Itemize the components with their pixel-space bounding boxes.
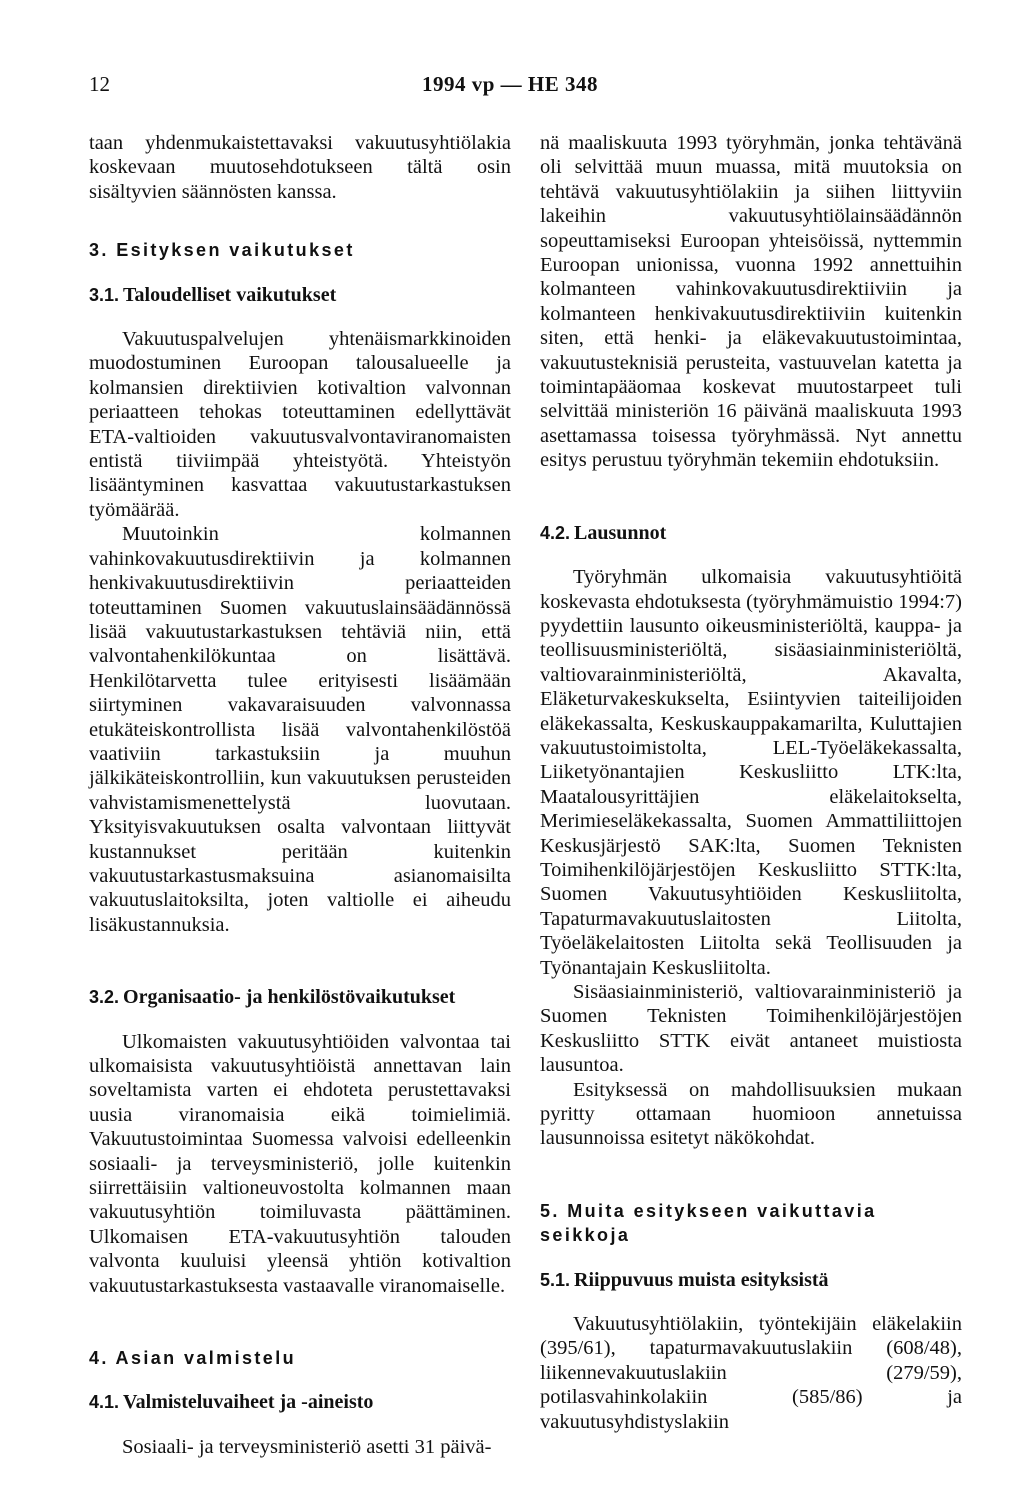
right-column	[540, 131, 962, 1434]
subsection-number: 4.1.	[89, 1392, 120, 1413]
running-head: 1994 vp — HE 348	[422, 72, 599, 96]
subsection-heading-5-1	[540, 1268, 962, 1292]
subsection-number: 3.2.	[89, 987, 120, 1008]
section-heading-4: 4. Asian valmistelu	[89, 1348, 297, 1369]
subsection-heading-3-1	[89, 283, 511, 307]
subsection-number: 3.1.	[89, 284, 120, 305]
paragraph-4-1-start: Sosiaali- ja terveysministeriö asetti 31 päivä-	[122, 1435, 492, 1458]
page-header	[0, 72, 1024, 102]
page-number: 12	[89, 72, 110, 96]
subsection-title: Organisaatio- ja henkilöstövaikutukset	[123, 986, 456, 1009]
paragraph-3-2: Ulkomaisten vakuutusyhtiöiden valvontaa tai ulkomaisista vakuutusyhtiöistä annettavan lain soveltamista varten ei ehdoteta perustettavaksi uusia viranomaisia eikä toimielimiä. Vakuutustoimintaa Suomessa valvoisi edelleenkin sosiaali- ja terveysministeriö, jolle kuitenkin siirrettäisiin valtioneuvostolta kolmannen maan vakuutusyhtiön toimiluvasta päättäminen. Ulkomaisen ETA-vakuutusyhtiön talouden valvonta kuuluisi yleensä yhtiön kotivaltion vakuutustarkastuksesta vastaavalle viranomaiselle.	[89, 1030, 511, 1297]
subsection-title: Lausunnot	[574, 521, 667, 544]
subsection-heading-3-2	[89, 985, 511, 1009]
paragraph-4-2-a: Työryhmän ulkomaisia vakuutusyhtiöitä koskevasta ehdotuksesta (työryhmämuistio 1994:7) pyydettiin lausunto oikeusministeriöltä, kauppa- ja teollisuusministeriöltä, sisäasiainministeriöltä, valtiovarainministeriöltä, Akavalta, Eläketurvakeskukselta, Esiintyvien taiteilijoiden eläkekassalta, Keskuskauppakamarilta, Kuluttajien vakuutustoimistolta, LEL-Työeläkekassalta, Liiketyönantajien Keskusliitto LTK:lta, Maatalousyrittäjien eläkelaitokselta, Merimieseläkekassalta, Suomen Ammattiliittojen Keskusjärjestö SAK:lta, Suomen Teknisten Toimihenkilöjärjestöjen Keskusliitto STTK:lta, Suomen Vakuutusyhtiöiden Keskusliitolta, Tapaturmavakuutuslaitosten Liitolta, Työeläkelaitosten Liitolta sekä Teollisuuden ja Työnantajain Keskusliitolta.	[540, 566, 962, 979]
section-heading-3: 3. Esityksen vaikutukset	[89, 240, 355, 261]
subsection-title: Riippuvuus muista esityksistä	[574, 1268, 829, 1291]
paragraph-4-2-c: Esityksessä on mahdollisuuksien mukaan pyritty ottamaan huomioon annetuissa lausunnoissa esitetyt näkökohdat.	[540, 1078, 962, 1150]
paragraph-4-1-continued: nä maaliskuuta 1993 työryhmän, jonka tehtävänä oli selvittää muun muassa, mitä muutoksia on tehtävä vakuutusyhtiölakiin ja siihen liittyviin lakeihin vakuutusyhtiölainsäädännön sopeuttamiseksi Euroopan yhteisöissä, nyttemmin Euroopan unionissa, vuonna 1992 annettuihin kolmanteen vahinkovakuutusdirektiiviin ja kolmanteen henkivakuutusdirektiiviin kuitenkin siten, että henki- ja eläkevakuutustoimintaa, vakuutusteknisiä perusteita, vastuuvelan katetta ja toimintapääomaa koskevat muutostarpeet tuli selvittää ministeriön 16 päivänä maaliskuuta 1993 asettamassa toisessa työryhmässä. Nyt annettu esitys perustuu työryhmän tekemiin ehdotuksiin.	[540, 132, 962, 472]
paragraph-3-1-a: Vakuutuspalvelujen yhtenäismarkkinoiden muodostuminen Euroopan talousalueelle ja kolmansien direktiivien kotivaltion valvonnan periaatteen tehokas toteuttaminen edellyttävät ETA-valtioiden vakuutusvalvontaviranomaisten entistä tiiviimpää yhteistyötä. Yhteistyön lisääntyminen kasvattaa vakuutustarkastuksen työmäärää.	[89, 328, 511, 521]
subsection-heading-4-1	[89, 1390, 511, 1414]
section-heading-5: 5. Muita esitykseen vaikuttavia seikkoja	[540, 1200, 877, 1246]
paragraph-intro: taan yhdenmukaistettavaksi vakuutusyhtiölakia koskevaan muutosehdotukseen tältä osin sisältyvien säännösten kanssa.	[89, 132, 511, 203]
paragraph-5-1: Vakuutusyhtiölakiin, työntekijäin eläkelakiin (395/61), tapaturmavakuutuslakiin (608/48), liikennevakuutuslakiin (279/59), potilasvahinkolakiin (585/86) ja vakuutusyhdistyslakiin	[540, 1313, 962, 1433]
subsection-title: Taloudelliset vaikutukset	[123, 283, 337, 306]
left-column	[89, 131, 511, 1459]
subsection-title: Valmisteluvaiheet ja -aineisto	[123, 1391, 374, 1414]
subsection-heading-4-2	[540, 521, 962, 545]
subsection-number: 4.2.	[540, 522, 571, 543]
paragraph-3-1-b: Muutoinkin kolmannen vahinkovakuutusdirektiivin ja kolmannen henkivakuutusdirektiivin periaatteiden toteuttaminen Suomen vakuutuslainsäädännössä lisää vakuutustarkastuksen tehtäviä niin, että valvontahenkilökuntaa on lisättävä. Henkilötarvetta tulee erityisesti lisäämään siirtyminen vakavaraisuuden valvonnassa etukäteiskontrollista lisää valvontahenkilöstöä vaativiin tarkastuksiin ja muuhun jälkikäteiskontrolliin, kun vakuutuksen perusteiden vahvistamismenettelystä luovutaan. Yksityisvakuutuksen osalta valvontaan liittyvät kustannukset peritään kuitenkin vakuutustarkastusmaksuina asianomaisilta vakuutuslaitoksilta, joten valtiolle ei aiheudu lisäkustannuksia.	[89, 523, 511, 936]
paragraph-4-2-b: Sisäasiainministeriö, valtiovarainministeriö ja Suomen Teknisten Toimihenkilöjärjestöjen Keskusliitto STTK eivät antaneet muistiosta lausuntoa.	[540, 981, 962, 1077]
subsection-number: 5.1.	[540, 1269, 571, 1290]
